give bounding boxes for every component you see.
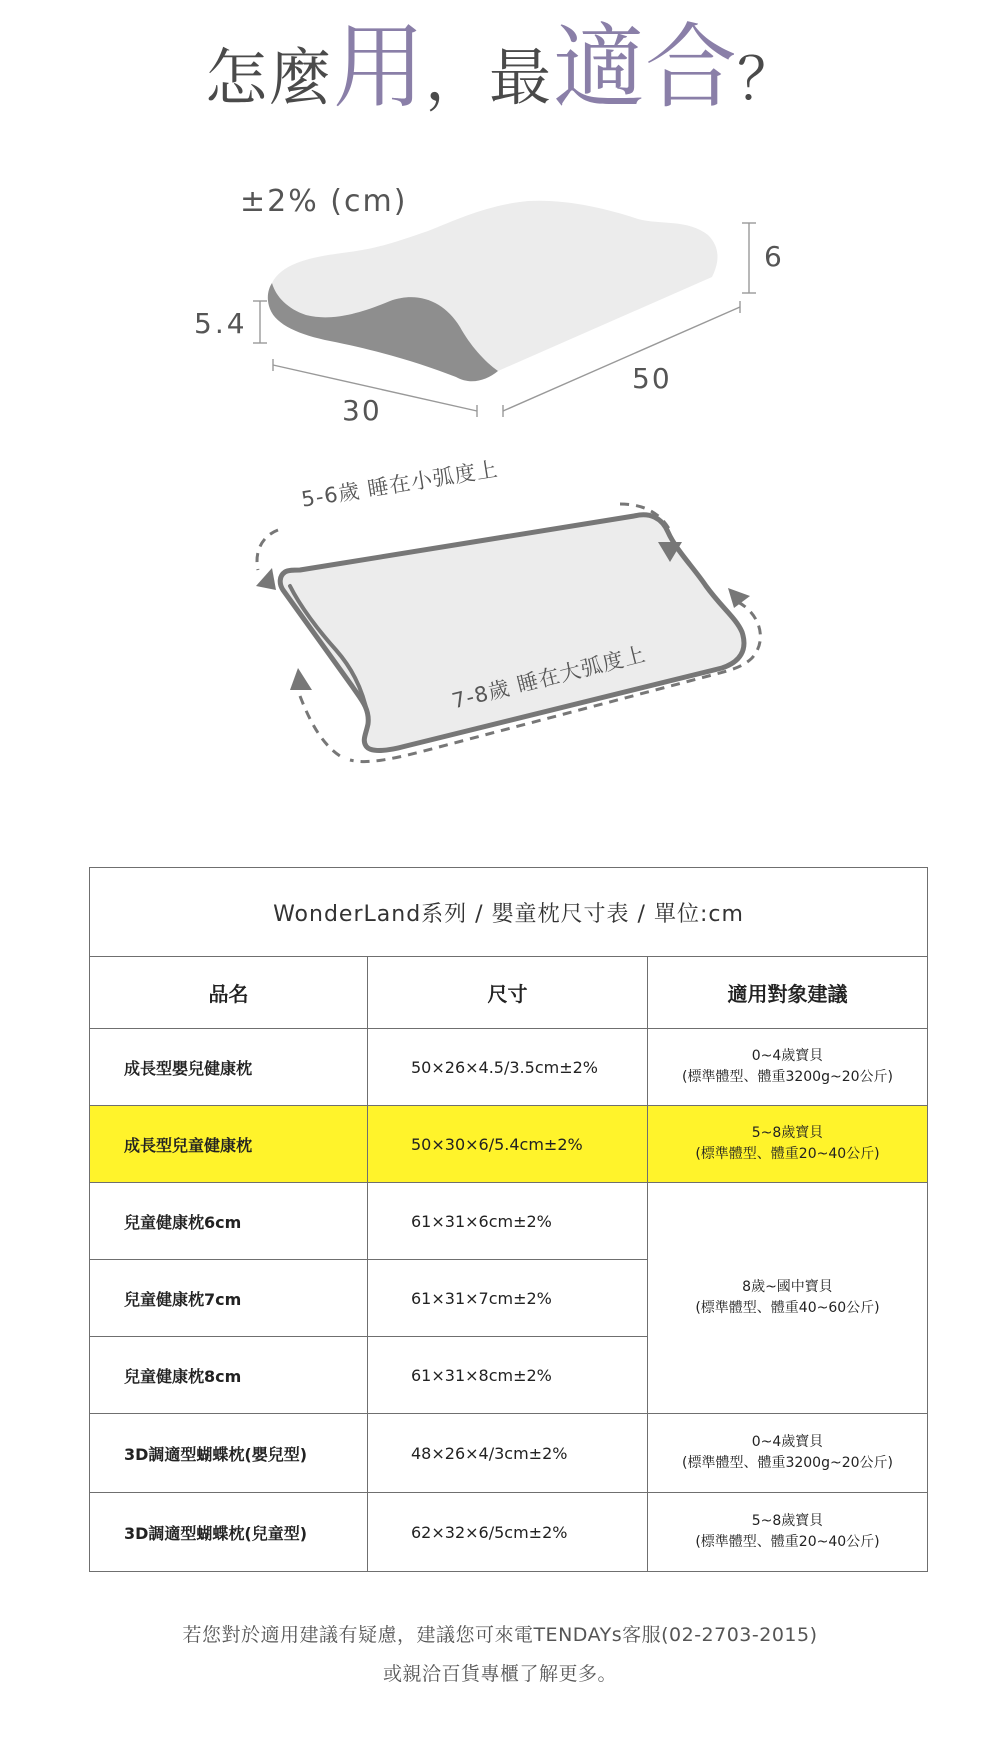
product-name-cell: 3D調適型蝴蝶枕(兒童型) [90, 1493, 368, 1572]
table-title-row [90, 868, 928, 957]
pillow-usage-illustration [0, 490, 1000, 790]
table-row [90, 1414, 928, 1493]
suggestion-age: 5~8歲寶貝 [751, 1125, 824, 1141]
heading-part-1: 怎麼 [204, 41, 333, 114]
width-label: 30 [342, 394, 382, 427]
size-cell: 50×30×6/5.4cm±2% [368, 1106, 648, 1183]
suggestion-age: 0~4歲寶貝 [751, 1434, 824, 1450]
dashed-path-bottom-left [300, 696, 340, 756]
product-name-cell: 3D調適型蝴蝶枕(嬰兒型) [90, 1414, 368, 1493]
back-height-label: 6 [764, 240, 782, 273]
footer-contact-note: 若您對於適用建議有疑慮，建議您可來電TENDAYs客服(02-2703-2015) [182, 1624, 818, 1646]
table-row-highlighted [90, 1106, 928, 1183]
table-header-row [90, 957, 928, 1029]
suggestion-detail: (標準體型、體重3200g~20公斤) [682, 1455, 893, 1471]
product-name-cell: 兒童健康枕7cm [90, 1260, 368, 1337]
small-arc-label: 5-6歲 睡在小弧度上 [299, 456, 500, 512]
large-arc-label: 7-8歲 睡在大弧度上 [449, 641, 649, 714]
header-suggestion: 適用對象建議 [648, 957, 928, 1029]
suggestion-detail: (標準體型、體重3200g~20公斤) [682, 1069, 893, 1085]
product-name-cell: 成長型嬰兒健康枕 [90, 1029, 368, 1106]
size-cell: 62×32×6/5cm±2% [368, 1493, 648, 1572]
table-row [90, 1493, 928, 1572]
pillow-dimension-diagram [0, 175, 1000, 445]
arrow-head-left-up [290, 668, 312, 690]
table-row [90, 1029, 928, 1106]
table-row [90, 1183, 928, 1260]
size-cell: 61×31×8cm±2% [368, 1337, 648, 1414]
suggestion-detail: (標準體型、體重20~40公斤) [695, 1146, 880, 1162]
heading-highlight-suitable: 適合 [553, 14, 738, 121]
length-label: 50 [632, 362, 672, 395]
pillow-dimension-illustration [0, 175, 1000, 445]
heading-highlight-use: 用 [332, 14, 425, 121]
suggestion-age: 8歲~國中寶貝 [742, 1279, 833, 1295]
suggestion-cell [648, 1493, 928, 1572]
page-heading [0, 14, 1000, 121]
suggestion-cell [648, 1414, 928, 1493]
product-name-cell: 成長型兒童健康枕 [90, 1106, 368, 1183]
heading-part-3: ，最 [424, 41, 553, 114]
suggestion-detail: (標準體型、體重20~40公斤) [695, 1534, 880, 1550]
dashed-path-top-left [257, 530, 278, 570]
arrow-head-right-top [728, 588, 750, 608]
suggestion-age: 5~8歲寶貝 [751, 1513, 824, 1529]
heading-question-mark: ？ [737, 45, 796, 113]
suggestion-detail: (標準體型、體重40~60公斤) [695, 1300, 880, 1316]
size-cell: 48×26×4/3cm±2% [368, 1414, 648, 1493]
tolerance-label: ±2% (cm) [240, 184, 408, 219]
size-table [89, 867, 928, 1572]
suggestion-cell [648, 1029, 928, 1106]
suggestion-cell [648, 1106, 928, 1183]
header-size: 尺寸 [368, 957, 648, 1029]
suggestion-cell-merged [648, 1183, 928, 1414]
arrow-head-left [256, 568, 276, 590]
size-cell: 61×31×6cm±2% [368, 1183, 648, 1260]
pillow-usage-diagram [0, 456, 1000, 790]
product-name-cell: 兒童健康枕8cm [90, 1337, 368, 1414]
suggestion-age: 0~4歲寶貝 [751, 1048, 824, 1064]
product-name-cell: 兒童健康枕6cm [90, 1183, 368, 1260]
front-height-label: 5.4 [194, 307, 248, 340]
footer-counter-note: 或親洽百貨專櫃了解更多。 [382, 1663, 617, 1685]
header-product-name: 品名 [90, 957, 368, 1029]
size-cell: 61×31×7cm±2% [368, 1260, 648, 1337]
table-title: WonderLand系列 / 嬰童枕尺寸表 / 單位:cm [90, 868, 928, 957]
size-cell: 50×26×4.5/3.5cm±2% [368, 1029, 648, 1106]
